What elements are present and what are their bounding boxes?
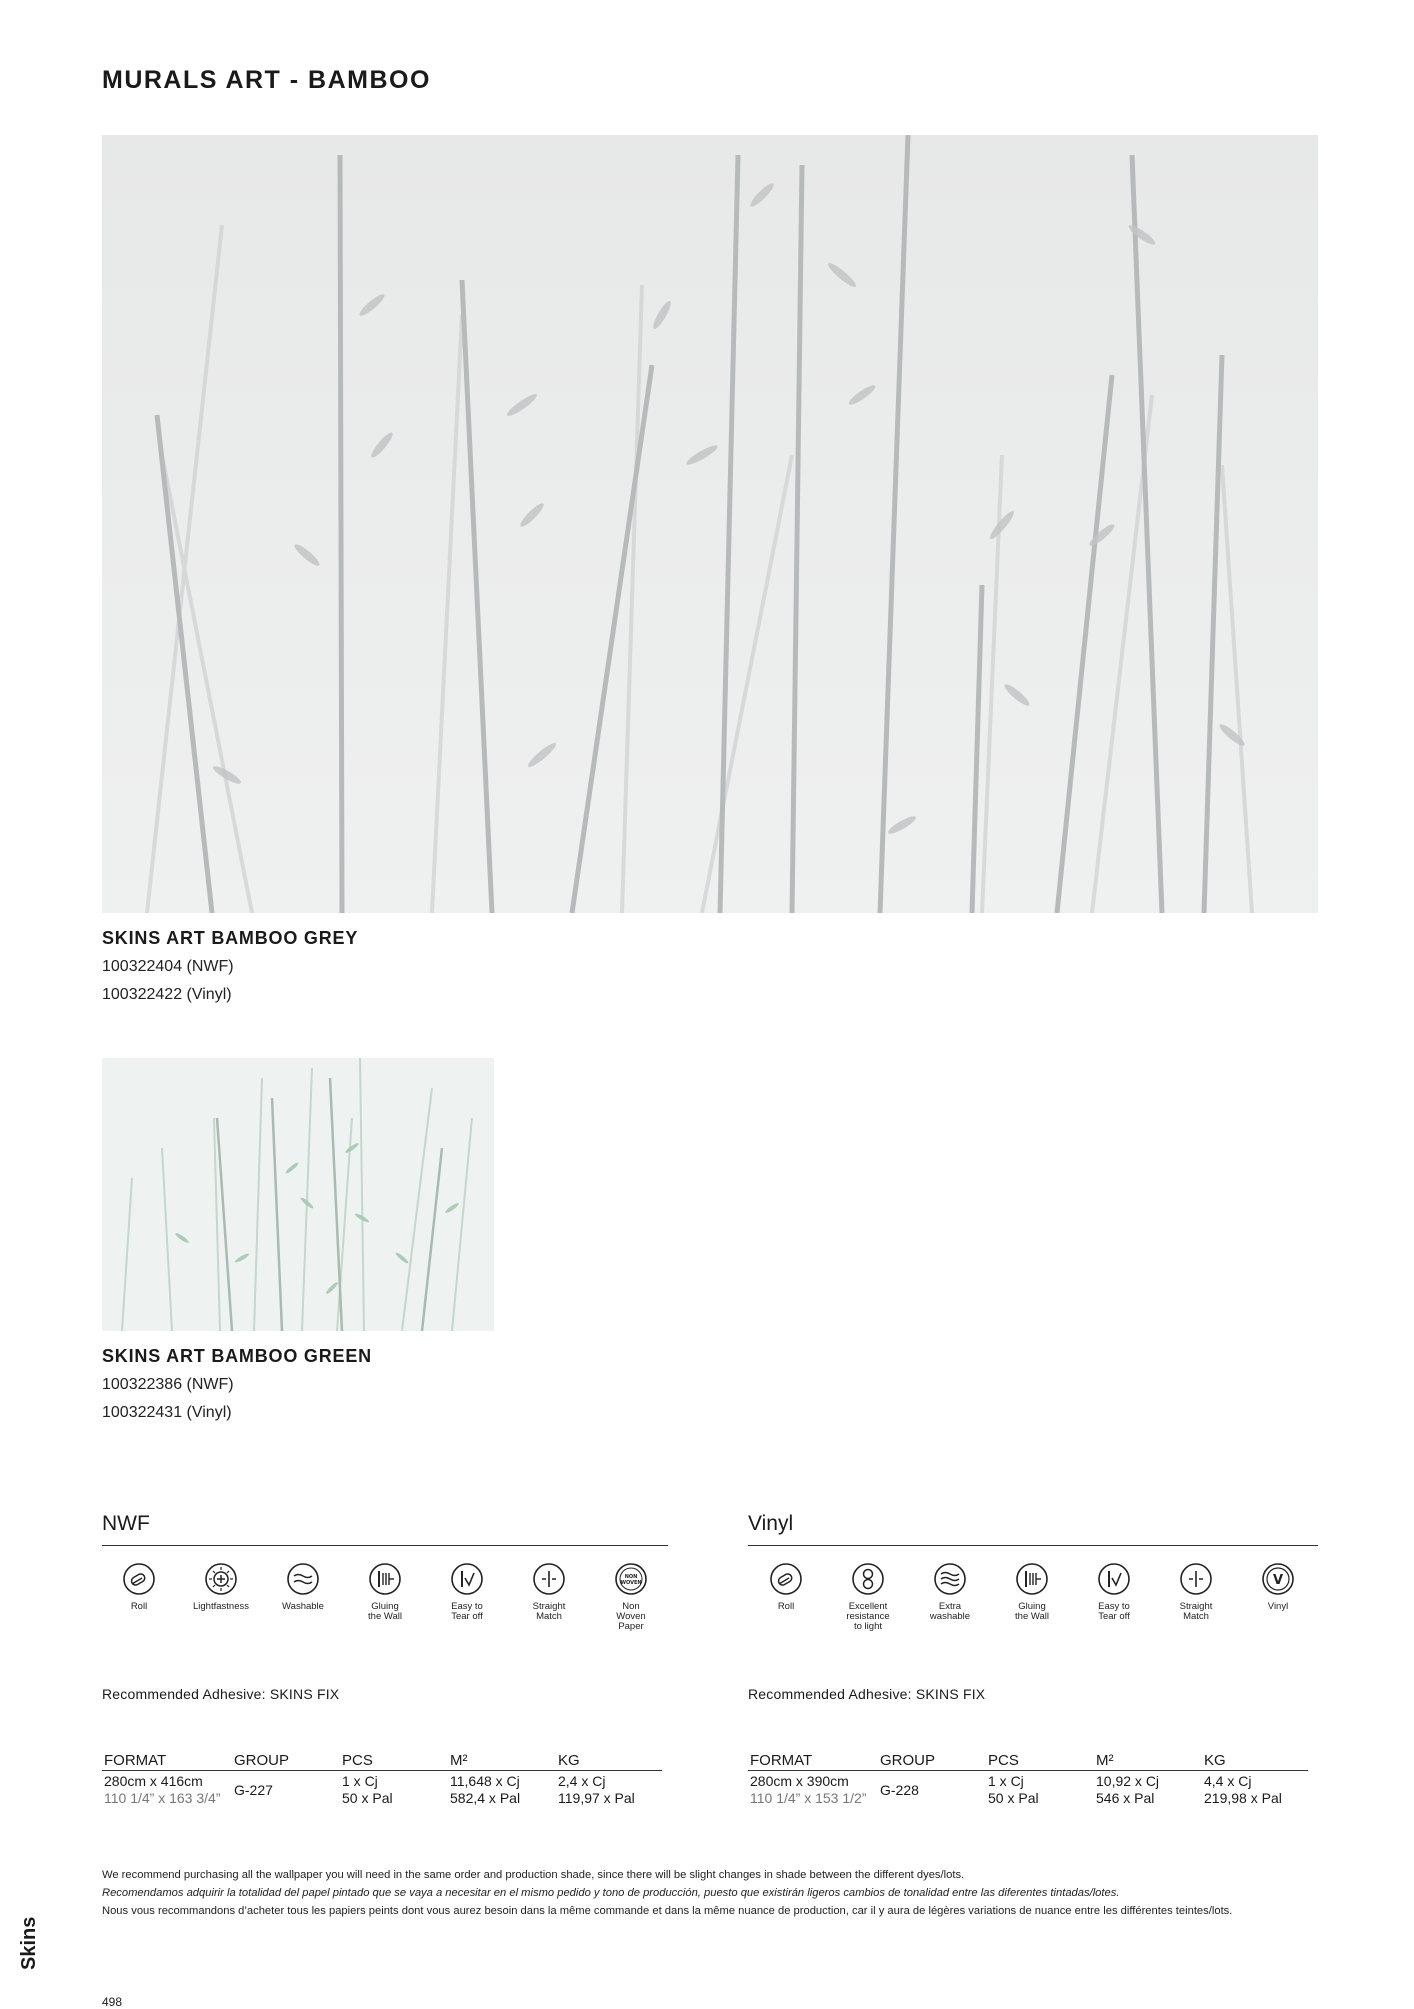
m2-box: 10,92 x Cj <box>1096 1773 1160 1789</box>
feature-label: Roll <box>130 1601 148 1612</box>
feature-excellent-light-resistance <box>827 1562 909 1632</box>
kg-pallet: 219,98 x Pal <box>1204 1790 1282 1806</box>
divider <box>748 1545 1318 1546</box>
feature-easy-tear-off <box>1073 1562 1155 1632</box>
format-inches: 110 1/4” x 163 3/4” <box>104 1790 221 1806</box>
nwf-feature-icons <box>98 1562 672 1632</box>
feature-non-woven <box>590 1562 672 1632</box>
feature-easy-tear-off <box>426 1562 508 1632</box>
m2-pallet: 546 x Pal <box>1096 1790 1155 1806</box>
straight-match-icon <box>532 1562 566 1596</box>
m2-box: 11,648 x Cj <box>450 1773 520 1789</box>
pcs-pallet: 50 x Pal <box>342 1790 393 1806</box>
feature-straight-match <box>1155 1562 1237 1632</box>
non-woven-icon <box>614 1562 648 1596</box>
vinyl-section-title: Vinyl <box>748 1512 794 1535</box>
table-row <box>748 1771 1308 1808</box>
header-format: FORMAT <box>748 1752 878 1771</box>
pcs-box: 1 x Cj <box>342 1773 378 1789</box>
header-kg: KG <box>556 1752 662 1771</box>
pcs-pallet: 50 x Pal <box>988 1790 1039 1806</box>
header-group: GROUP <box>232 1752 340 1771</box>
vinyl-spec-table <box>748 1752 1308 1807</box>
extra-washable-icon <box>933 1562 967 1596</box>
feature-gluing-wall <box>991 1562 1073 1632</box>
header-m2: M² <box>1094 1752 1202 1771</box>
recommended-adhesive <box>102 1686 339 1702</box>
product-code-nwf: 100322404 (NWF) <box>102 958 234 975</box>
format-cm: 280cm x 416cm <box>104 1773 203 1789</box>
adhesive-label: Recommended Adhesive: <box>748 1686 912 1702</box>
format-inches: 110 1/4” x 153 1/2” <box>750 1790 867 1806</box>
group-cell: G-227 <box>234 1781 273 1798</box>
page-title: MURALS ART - BAMBOO <box>102 66 431 94</box>
feature-gluing-wall <box>344 1562 426 1632</box>
divider <box>102 1545 668 1546</box>
feature-roll <box>98 1562 180 1632</box>
pcs-cell <box>340 1771 448 1808</box>
product-code-nwf: 100322386 (NWF) <box>102 1376 234 1393</box>
header-kg: KG <box>1202 1752 1308 1771</box>
feature-label: Washable <box>282 1601 324 1612</box>
m2-cell <box>448 1771 556 1808</box>
page-number: 498 <box>102 1995 123 2009</box>
product-name-green: SKINS ART BAMBOO GREEN <box>102 1346 372 1366</box>
easy-tear-off-icon <box>450 1562 484 1596</box>
bamboo-green-image <box>102 1058 494 1331</box>
format-cm: 280cm x 390cm <box>750 1773 849 1789</box>
feature-label: Easy to Tear off <box>1098 1601 1130 1622</box>
gluing-wall-icon <box>368 1562 402 1596</box>
lightfastness-icon <box>204 1562 238 1596</box>
section-side-label: Skins <box>18 1916 40 1970</box>
group-cell: G-228 <box>880 1781 919 1798</box>
header-pcs: PCS <box>340 1752 448 1771</box>
header-pcs: PCS <box>986 1752 1094 1771</box>
gluing-wall-icon <box>1015 1562 1049 1596</box>
nwf-spec-table <box>102 1752 662 1807</box>
straight-match-icon <box>1179 1562 1213 1596</box>
adhesive-value: SKINS FIX <box>915 1686 986 1702</box>
washable-icon <box>286 1562 320 1596</box>
roll-icon <box>122 1562 156 1596</box>
header-m2: M² <box>448 1752 556 1771</box>
svg-text:NON: NON <box>624 1574 638 1580</box>
disclaimer-es: Recomendamos adquirir la totalidad del papel pintado que se vaya a necesitar en el mismo pedido y tono de producción, puesto que existirán ligeros cambios de tonalidad entre las diferentes tintadas/lotes. <box>102 1887 1120 1899</box>
easy-tear-off-icon <box>1097 1562 1131 1596</box>
feature-label: Straight Match <box>1179 1601 1213 1622</box>
pcs-cell <box>986 1771 1094 1808</box>
feature-label: Extra washable <box>929 1601 971 1622</box>
shade-disclaimer <box>102 1866 1232 1920</box>
feature-label: Roll <box>777 1601 795 1612</box>
feature-label: Non Woven Paper <box>616 1601 646 1632</box>
kg-cell <box>556 1771 662 1808</box>
feature-label: Gluing the Wall <box>368 1601 402 1622</box>
feature-label: Excellent resistance to light <box>846 1601 890 1632</box>
adhesive-label: Recommended Adhesive: <box>102 1686 266 1702</box>
feature-label: Gluing the Wall <box>1015 1601 1049 1622</box>
svg-text:WOVEN: WOVEN <box>620 1580 642 1586</box>
disclaimer-en: We recommend purchasing all the wallpaper you will need in the same order and production shade, since there will be slight changes in shade between the different dyes/lots. <box>102 1869 965 1881</box>
product-name-grey: SKINS ART BAMBOO GREY <box>102 928 359 948</box>
kg-cell <box>1202 1771 1308 1808</box>
kg-pallet: 119,97 x Pal <box>558 1790 635 1806</box>
recommended-adhesive <box>748 1686 985 1702</box>
excellent-light-resistance-icon <box>851 1562 885 1596</box>
svg-text:V: V <box>1272 1573 1284 1588</box>
disclaimer-fr: Nous vous recommandons d’acheter tous les papiers peints dont vous aurez besoin dans la même commande et dans la même nuance de production, car il y aura de légères variations de nuance entre les différentes teintes/lots. <box>102 1905 1233 1917</box>
table-header-row <box>748 1752 1308 1771</box>
feature-roll <box>745 1562 827 1632</box>
header-group: GROUP <box>878 1752 986 1771</box>
pcs-box: 1 x Cj <box>988 1773 1024 1789</box>
vinyl-icon <box>1261 1562 1295 1596</box>
table-header-row <box>102 1752 662 1771</box>
bamboo-grey-image <box>102 135 1318 913</box>
feature-extra-washable <box>909 1562 991 1632</box>
product-code-vinyl: 100322431 (Vinyl) <box>102 1404 232 1421</box>
m2-pallet: 582,4 x Pal <box>450 1790 521 1806</box>
product-code-vinyl: 100322422 (Vinyl) <box>102 986 232 1003</box>
kg-box: 4,4 x Cj <box>1204 1773 1252 1789</box>
feature-straight-match <box>508 1562 590 1632</box>
format-cell <box>102 1771 232 1808</box>
feature-vinyl <box>1237 1562 1319 1632</box>
vinyl-feature-icons <box>745 1562 1319 1632</box>
feature-label: Vinyl <box>1267 1601 1289 1612</box>
kg-box: 2,4 x Cj <box>558 1773 606 1789</box>
m2-cell <box>1094 1771 1202 1808</box>
feature-label: Straight Match <box>532 1601 566 1622</box>
header-format: FORMAT <box>102 1752 232 1771</box>
format-cell <box>748 1771 878 1808</box>
feature-lightfastness <box>180 1562 262 1632</box>
roll-icon <box>769 1562 803 1596</box>
feature-label: Easy to Tear off <box>451 1601 483 1622</box>
feature-label: Lightfastness <box>193 1601 249 1612</box>
nwf-section-title: NWF <box>102 1512 150 1535</box>
adhesive-value: SKINS FIX <box>269 1686 340 1702</box>
feature-washable <box>262 1562 344 1632</box>
table-row <box>102 1771 662 1808</box>
